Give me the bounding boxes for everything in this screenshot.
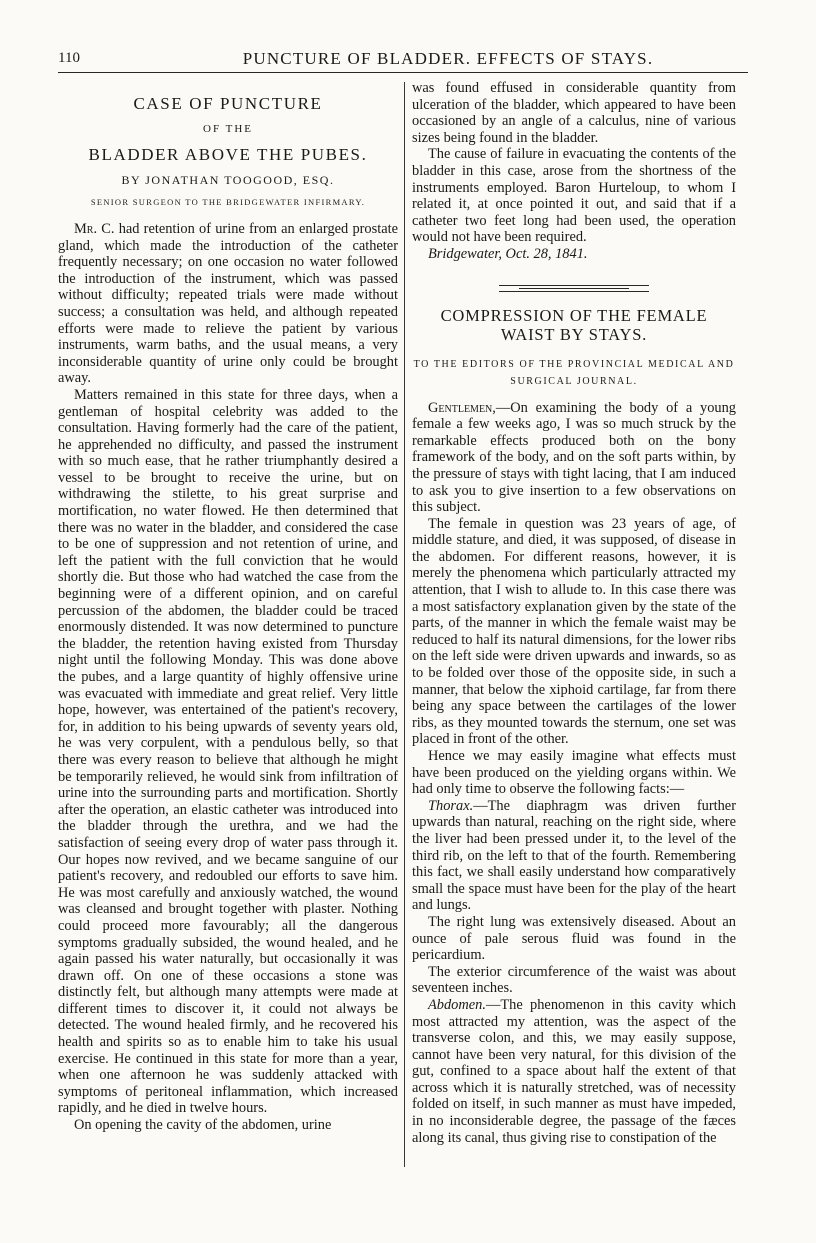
salutation: Gentlemen, [428, 399, 496, 416]
paragraph-2: Matters remained in this state for three days, when a gentleman of hospital celebrity was added to the consultation. Having formerly had the care of the patient, he apprehended no difficulty, and passed the instrument with so much ease, that he rather triumphantly desired a vessel to be brought to receive the urine, but on withdrawing the stilette, to his great surprise and mortification, no water flowed. He then determined that there was no water in the bladder, and considered the case to be one of suppression and not retention of urine, and left the patient with the full conviction that he would shortly die. But those who had watched the case from the beginning were of a different opinion, and on careful percussion of the abdomen, the bladder could be traced enormously distended. It was now determined to puncture the bladder, the retention having existed from Thursday night until the following Monday. This was done above the pubes, and a large quantity of highly offensive urine was evacuated with immediate and great relief. Very little hope, however, was entertained of the patient's recovery, for, in addition to his being upwards of seventy years old, he was very corpulent, with a pendulous belly, so that there was every reason to believe that although he might be temporarily relieved, he would sink from infiltration of urine into the surrounding parts and mortification. Shortly after the operation, an elastic catheter was introduced into the bladder through the urethra, and we had the satisfaction of seeing every drop of water pass through it. Our hopes now revived, and we became sanguine of our patient's recovery, and redoubled our efforts to save him. He was most carefully and anxiously watched, the wound was cleansed and brought together with plaster. Nothing could proceed more favourably; all the dangerous symptoms gradually subsided, the wound healed, and he again passed his water naturally, but occasionally it was drawn off. On one of these occasions a stone was distinctly felt, but although many attempts were made at different times to discover it, it could not always be detected. The wound healed firmly, and he recovered his health and spirits so as to enable him to take his usual exercise. He continued in this state for more than a year, when one afternoon he was suddenly attacked with symptoms of peritoneal inflammation, which increased rapidly, and he died in twelve hours. [58, 386, 398, 1117]
article-title-line2: BLADDER ABOVE THE PUBES. [88, 145, 368, 165]
letter-paragraph-1 [412, 400, 736, 516]
page-header [58, 48, 748, 73]
left-column [58, 80, 398, 1134]
byline: BY JONATHAN TOOGOOD, ESQ. [121, 172, 335, 187]
paragraph-3: On opening the cavity of the abdomen, urine [74, 1117, 332, 1134]
paragraph-1 [58, 221, 398, 387]
running-head: PUNCTURE OF BLADDER. EFFECTS OF STAYS. [242, 49, 654, 68]
letter-paragraph-abdomen [412, 997, 736, 1146]
letter-paragraph-waist: The exterior circumference of the waist was about seventeen inches. [412, 963, 736, 997]
article-title-line1: CASE OF PUNCTURE [133, 94, 323, 113]
signoff: Bridgewater, Oct. 28, 1841. [428, 245, 588, 262]
page-number: 110 [58, 50, 80, 66]
letter-paragraph-lung: The right lung was extensively diseased. About an ounce of pale serous fluid was found in the pericardium. [412, 913, 736, 964]
author-role: SENIOR SURGEON TO THE BRIDGEWATER INFIRMARY. [90, 197, 366, 208]
column-divider [404, 82, 405, 1167]
editors-address: TO THE EDITORS OF THE PROVINCIAL MEDICAL AND SURGICAL JOURNAL. [413, 358, 735, 387]
letter-paragraph-thorax [412, 798, 736, 914]
right-column [412, 80, 736, 1146]
thorax-text: —The diaphragm was driven further upwards than natural, reaching on the right side, where the liver had been pressed under it, to the level of the third rib, on the left to that of the fourth. Remembering this fact, we shall easily understand how comparatively small the space must have been for the play of the heart and lungs. [412, 797, 736, 914]
paragraph-cause: The cause of failure in evacuating the contents of the bladder in this case, arose from the shortness of the instruments employed. Baron Hurteloup, to whom I related it, at once pointed it out, and said that if a catheter two feet long had been used, the operation would not have been required. [412, 146, 736, 246]
paragraph-continued: was found effused in considerable quantity from ulceration of the bladder, which appeared to have been occasioned by an angle of a calculus, nine of various sizes being found in the bladder. [412, 80, 736, 146]
section-divider-ornament [494, 285, 654, 292]
thorax-heading: Thorax. [428, 797, 474, 814]
abdomen-heading: Abdomen. [428, 996, 486, 1013]
article-title-2: COMPRESSION OF THE FEMALE WAIST BY STAYS. [440, 305, 708, 344]
abdomen-text: —The phenomenon in this cavity which most attracted my attention, was the aspect of the transverse colon, and this, we may easily suppose, cannot have been very natural, for this division of the gut, confined to a space about half the extent of that across which it is naturally stretched, was of necessity folded on itself, in such manner as must have impeded, in no inconsiderable degree, the passage of the fæces along its canal, thus giving rise to constipation of the [412, 996, 736, 1146]
letter-paragraph-2: The female in question was 23 years of age, of middle stature, and died, it was supposed, of disease in the abdomen. For different reasons, however, it is merely the phenomena which particularly attracted my attention, that I wish to allude to. In this case there was a most satisfactory explanation given by the state of the parts, of the manner in which the female waist may be reduced to half its natural dimensions, for the lower ribs on the left side were driven upwards and inwards, so as to be folded over those of the opposite side, in such a manner, that below the xiphoid cartilage, far from there being any space between the cartilages of the lower ribs, as they mounted towards the sternum, one set was placed in front of the other. [412, 515, 736, 748]
paragraph-1-lead: Mr. C. [74, 220, 115, 237]
paragraph-1-text: had retention of urine from an enlarged prostate gland, which made the introduction of the catheter frequently necessary; on one occasion no water followed the introduction of the instrument, which was passed without difficulty; repeated trials were made without success; a consultation was held, and although repeated efforts were made to relieve the patient by various instruments, warm baths, and the usual means, a very inconsiderable quantity of urine only could be brought away. [58, 220, 398, 387]
article-title-of: OF THE [203, 122, 253, 135]
letter-paragraph-1-text: —On examining the body of a young female a few weeks ago, I was so much struck by the remarkable effects produced both on the bony framework of the body, and on the soft parts within, by the pressure of stays with tight lacing, that I am induced to ask you to give insertion to a few observations on this subject. [412, 399, 736, 516]
letter-paragraph-3: Hence we may easily imagine what effects must have been produced on the yielding organs within. We had only time to observe the following facts:— [412, 748, 736, 798]
